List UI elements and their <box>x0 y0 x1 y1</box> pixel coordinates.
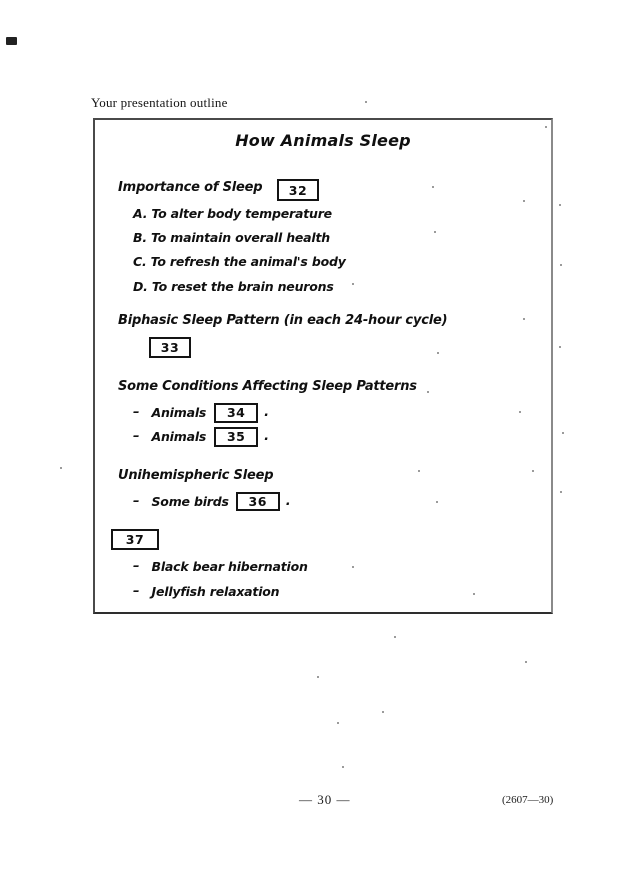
noise-dot <box>418 470 420 472</box>
row-text: Black bear hibernation <box>151 559 308 574</box>
answer-number-36: 36 <box>248 493 267 509</box>
section1-title: Importance of Sleep <box>118 180 263 195</box>
noise-dot <box>545 126 547 128</box>
noise-dot <box>436 501 438 503</box>
answer-number-33: 33 <box>160 340 180 355</box>
bullet-dash: – <box>133 493 140 509</box>
noise-dot <box>365 101 367 103</box>
row-text: Some birds <box>151 493 229 509</box>
noise-dot <box>562 432 564 434</box>
section3-title: Some Conditions Affecting Sleep Patterns <box>118 379 417 394</box>
noise-dot <box>437 352 439 354</box>
row-period: . <box>285 493 291 509</box>
noise-dot <box>427 391 429 393</box>
answer-box-32 <box>277 179 319 201</box>
bullet-dash: – <box>133 584 140 599</box>
noise-dot <box>532 470 534 472</box>
answer-number-34: 34 <box>226 405 246 420</box>
noise-dot <box>559 204 561 206</box>
row-period: . <box>264 429 270 444</box>
scan-artifact-mark <box>6 37 17 45</box>
noise-dot <box>519 411 521 413</box>
outline-box <box>93 118 553 614</box>
outline-item-a: A. To alter body temperature <box>133 206 332 221</box>
outline-row-animals-34 <box>133 402 269 423</box>
answer-number-37: 37 <box>125 532 145 547</box>
noise-dot <box>342 766 344 768</box>
noise-dot <box>337 722 339 724</box>
outline-row-some-birds-36 <box>133 491 291 511</box>
noise-dot <box>394 636 396 638</box>
bullet-dash: – <box>133 405 140 420</box>
noise-dot <box>559 346 561 348</box>
answer-box-33 <box>149 337 191 358</box>
row-text: Animals <box>151 429 207 444</box>
noise-dot <box>560 264 562 266</box>
noise-dot <box>382 711 384 713</box>
noise-dot <box>525 661 527 663</box>
noise-dot <box>473 593 475 595</box>
bullet-dash: – <box>133 559 140 574</box>
noise-dot <box>434 231 436 233</box>
header-label: Your presentation outline <box>91 95 228 110</box>
outline-item-d: D. To reset the brain neurons <box>133 279 334 294</box>
noise-dot <box>523 200 525 202</box>
noise-dot <box>352 566 354 568</box>
section2-title: Biphasic Sleep Pattern (in each 24-hour cycle) <box>118 313 448 328</box>
outline-row-black-bear <box>133 559 308 574</box>
answer-number-32: 32 <box>288 182 308 198</box>
noise-dot <box>432 186 434 188</box>
row-period: . <box>264 405 270 420</box>
section4-title: Unihemispheric Sleep <box>118 468 274 483</box>
noise-dot <box>560 491 562 493</box>
noise-dot <box>352 283 354 285</box>
answer-box-35 <box>214 427 258 447</box>
bullet-dash: – <box>133 429 140 444</box>
noise-dot <box>317 676 319 678</box>
footer-page-number: — 30 — <box>299 792 351 807</box>
answer-number-35: 35 <box>226 429 246 444</box>
answer-box-34 <box>214 403 258 423</box>
outline-row-jellyfish <box>133 584 279 599</box>
row-text: Animals <box>151 405 207 420</box>
noise-dot <box>523 318 525 320</box>
footer-document-code: (2607—30) <box>502 794 554 806</box>
outline-title: How Animals Sleep <box>235 131 411 150</box>
outline-item-c: C. To refresh the animal's body <box>133 254 346 269</box>
outline-row-animals-35 <box>133 426 269 447</box>
row-text: Jellyfish relaxation <box>151 584 280 599</box>
answer-box-37 <box>111 529 159 550</box>
outline-item-b: B. To maintain overall health <box>133 230 330 245</box>
answer-box-36 <box>236 492 280 511</box>
noise-dot <box>60 467 62 469</box>
